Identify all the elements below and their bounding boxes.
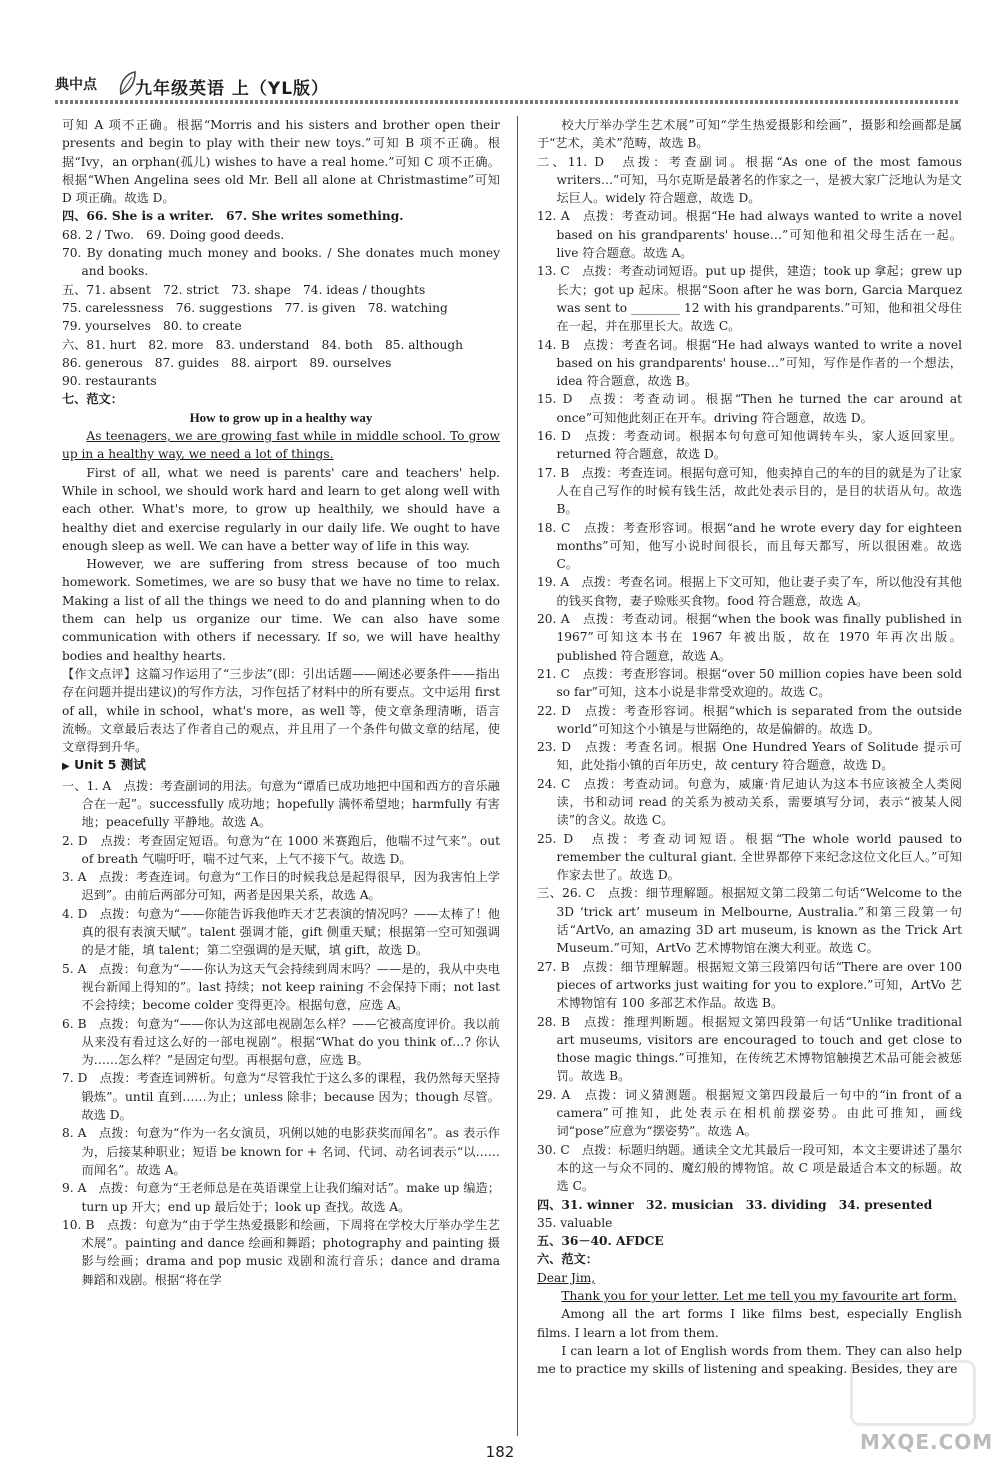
answer-line: 四、31. winner 32. musician 33. dividing 34. presented [537, 1197, 933, 1212]
page-number: 182 [485, 1443, 515, 1461]
logo: 典中点 [55, 77, 97, 93]
answer-line: 86. generous 87. guides 88. airport 89. ourselves [62, 355, 392, 370]
answer-line: 75. carelessness 76. suggestions 77. is given 78. watching [62, 300, 448, 315]
answer-text: 可知 A 项不正确。根据“Morris and his sisters and brother open their presents and begin to play with their new toys.”可知 B 项不正确。根据“Ivy，an orphan(孤儿) wishes to have a real home.”可知 C 项不正确。根据“When Angelina sees old Mr. Bell all alone at Christmastime”可知 D 项正确。故选 D。 [62, 118, 500, 206]
header-rule [55, 100, 960, 104]
answer-line: 35. valuable [537, 1215, 613, 1230]
right-column [537, 116, 962, 1378]
essay-paragraph: First of all, what we need is parents' care and teachers' help. While in school, we should work hard and learn to get along well with each other. What's more, to grow up healthily, we should have a healthy diet and exercise regularly in our daily life. We ought to have enough sleep as well. We can have a better way of life in this way. [62, 465, 500, 553]
answer-item: 5. A 点拨：句意为“——你认为这天气会持续到周末吗？——是的，我从中央电视台新闻上得知的”。last 持续；not keep raining 不会保持下雨；not last 不会持续；become colder 变得更冷。根据句意，应选 A。 [62, 961, 500, 1013]
left-column [62, 116, 500, 1289]
answer-item: 二、11. D 点拨：考查副词。根据“As one of the most famous writers…”可知，马尔克斯是最著名的作家之一，是被大家广泛地认为是文坛巨人。widely 符合题意，故选 D。 [537, 154, 962, 206]
letter-paragraph: Thank you for your letter. Let me tell you my favourite art form. [561, 1289, 957, 1303]
answer-item: 10. B 点拨：句意为“由于学生热爱摄影和绘画，下周将在学校大厅举办学生艺术展”。painting and dance 绘画和舞蹈；photography and painting 摄影与绘画；drama and pop music 戏剧和流行音乐；dance and drama 舞蹈和戏剧。根据“将在学 [62, 1217, 500, 1287]
answer-item: 17. B 点拨：考查连词。根据句意可知，他卖掉自己的车的目的就是为了让家人在自己写作的时候有钱生活，故此处表示目的，是目的状语从句。故选 B。 [537, 465, 962, 517]
essay-comment: 【作文点评】这篇习作运用了“三步法”(即：引出话题——阐述必要条件——指出存在问题并提出建议)的写作方法，习作包括了材料中的所有要点。文中运用 first of all，while in school，what's more，as well 等，使文章条理清晰，语言流畅。文章最后表达了作者自己的观点，并且用了一个条件句做文章的结尾，使文章得到升华。 [62, 666, 500, 755]
answer-item: 16. D 点拨：考查动词。根据本句句意可知他调转车头，家人返回家里。returned 符合题意，故选 D。 [537, 429, 962, 462]
answer-item: 12. A 点拨：考查动词。根据“He had always wanted to write a novel based on his grandparents' house…”可知他和祖父母生活在一起。live 符合题意。故选 A。 [537, 209, 962, 261]
letter-paragraph: Among all the art forms I like films best, especially English films. I learn a lot from them. [537, 1307, 962, 1340]
answer-item: 29. A 点拨：词义猜测题。根据短文第四段最后一句中的“in front of a camera”可推知，此处表示在相机前摆姿势。由此可推知，画线词“pose”应意为“摆姿势”。故选 A。 [537, 1087, 962, 1139]
answer-item: 25. D 点拨：考查动词短语。根据“The whole world paused to remember the cultural giant. 全世界都停下来纪念这位文化巨人。”可知作家去世了。故选 D。 [537, 831, 962, 883]
answer-item: 23. D 点拨：考查名词。根据 One Hundred Years of Solitude 提示可知，此处指小镇的百年历史，故 century 符合题意，故选 D。 [537, 740, 962, 773]
answer-item: 27. B 点拨：细节理解题。根据短文第三段第四句话“There are over 100 pieces of artworks just waiting for you to explore.”可知，ArtVo 艺术博物馆有 100 多部艺术作品。故选 B。 [537, 959, 962, 1011]
essay-intro: As teenagers, we are growing fast while in middle school. To grow up in a healthy way, we need a lot of things. [62, 429, 500, 462]
page-header [55, 70, 960, 106]
unit-heading: ▶ Unit 5 测试 [62, 757, 146, 773]
letter-salutation: Dear Jim, [537, 1270, 596, 1285]
answer-item: 18. C 点拨：考查形容词。根据“and he wrote every day for eighteen months”可知，他写小说时间很长，而且每天都写，所以很困难。故选 C。 [537, 520, 962, 572]
answer-item: 9. A 点拨：句意为“王老师总是在英语课堂上让我们编对话”。make up 编造；turn up 开大；end up 最后处于；look up 查找。故选 A。 [62, 1181, 500, 1214]
answer-line: 六、81. hurt 82. more 83. understand 84. both 85. although [62, 337, 464, 352]
essay-paragraph: However, we are suffering from stress because of too much homework. Sometimes, we are so busy that we have no time to relax. Making a list of all the things we need to do and planning when to do them can help us organize our time. We can also have some communication with others if necessary. If so, we will have healthy bodies and healthy hearts. [62, 557, 500, 663]
letter-paragraph: I can learn a lot of English words from them. They can also help me to practice my skills of listening and speaking. Besides, they are [537, 1343, 962, 1377]
answer-item: 21. C 点拨：考查形容词。根据“over 50 million copies have been sold so far”可知，这本小说是非常受欢迎的。故选 C。 [537, 666, 962, 700]
answer-item: 14. B 点拨：考查名词。根据“He had always wanted to write a novel based on his grandparents' house…”可知，写作是作者的一个想法，idea 符合题意，故选 B。 [537, 337, 962, 389]
answer-item: 3. A 点拨：考查连词。句意为“工作日的时候我总是起得很早，因为我害怕上学迟到”。由前后两部分可知，两者是因果关系，故选 A。 [62, 870, 500, 903]
answer-item: 30. C 点拨：标题归纳题。通读全文尤其最后一段可知，本文主要讲述了墨尔本的这一与众不同的、魔幻般的博物馆。故 C 项是最适合本文的标题。故选 C。 [537, 1142, 962, 1194]
answer-line: 五、71. absent 72. strict 73. shape 74. ideas / thoughts [62, 282, 426, 297]
answer-item: 22. D 点拨：考查形容词。根据“which is separated from the outside world”可知这个小镇是与世隔绝的，故是偏僻的。故选 D。 [537, 703, 962, 736]
answer-item: 三、26. C 点拨：细节理解题。根据短文第二段第二句话“Welcome to the 3D ‘trick art’ museum in Melbourne, Australia.”和第三段第一句话“ArtVo, an amazing 3D art museum, is known as the Trick Art Museum.”可知，ArtVo 艺术博物馆在澳大利亚。故选 C。 [537, 886, 962, 956]
answer-item: 一、1. A 点拨：考查副词的用法。句意为“谭盾已成功地把中国和西方的音乐融合在一起”。successfully 成功地；hopefully 满怀希望地；harmfully 有害地；peacefully 平静地。故选 A。 [62, 778, 500, 830]
answer-item: 8. A 点拨：句意为“作为一名女演员，巩俐以她的电影获奖而闻名”。as 表示作为，后接某种职业；短语 be known for + 名词、代词、动名词表示“以……而闻名”。故选 A。 [62, 1126, 500, 1177]
column-divider [517, 116, 518, 1436]
section-label: 七、范文： [62, 392, 123, 407]
answer-item: 6. B 点拨：句意为“——你认为这部电视剧怎么样？——它被高度评价。我以前从来没有看过这么好的一部电视剧”。根据“What do you think of…? 你认为……怎么样？”是固定句型。再根据句意，应选 B。 [62, 1016, 500, 1068]
answer-item: 13. C 点拨：考查动词短语。put up 提供，建造；took up 拿起；grew up 长大；got up 起床。根据“Soon after he was born, Garcia Marquez was sent to ________ 12 with his grandparents.”可知，他和祖父母住在一起，并在那里长大。故选 C。 [537, 264, 962, 334]
watermark-text: MXQE.COM [860, 1430, 994, 1454]
triangle-icon: ▶ [62, 761, 70, 773]
answer-item: 24. C 点拨：考查动词。句意为，威廉·肯尼迪认为这本书应该被全人类阅读，书和动词 read 的关系为被动关系，需要填写分词，表示“被某人阅读”的含义。故选 C。 [537, 776, 962, 828]
answer-item: 28. B 点拨：推理判断题。根据短文第四段第一句话“Unlike traditional art museums, visitors are encouraged to touch and get close to those magic things.”可推知，在传统艺术博物馆触摸艺术品可能会被惩罚。故选 B。 [537, 1014, 962, 1084]
answer-line: 68. 2 / Two. 69. Doing good deeds. [62, 227, 285, 242]
essay-title: How to grow up in a healthy way [189, 409, 373, 425]
section-label: 六、范文： [537, 1252, 598, 1267]
answer-line: 70. By donating much money and books. / She donates much money and books. [62, 246, 500, 279]
answer-line: 五、36－40. AFDCE [537, 1234, 664, 1249]
book-title: 九年级英语 上（YL版） [135, 79, 330, 99]
answer-item: 19. A 点拨：考查名词。根据上下文可知，他让妻子卖了车，所以他没有其他的钱买食物，妻子赊账买食物。food 符合题意，故选 A。 [537, 575, 962, 608]
answer-item: 4. D 点拨：句意为“——你能告诉我他昨天才艺表演的情况吗？——太棒了！他真的很有表演天赋”。talent 强调才能，gift 侧重天赋；根据第一空可知强调的是才能，填 talent；第二空强调的是天赋，填 gift，故选 D。 [62, 906, 500, 958]
answer-text: 校大厅举办学生艺术展”可知“学生热爱摄影和绘画”，摄影和绘画都是属于“艺术，美术”范畴，故选 B。 [537, 118, 962, 151]
watermark-stamp [850, 1360, 976, 1426]
answer-item: 20. A 点拨：考查动词。根据“when the book was finally published in 1967”可知这本书在 1967 年被出版，故在 1970 年再次出版。published 符合题意，故选 A。 [537, 612, 962, 663]
answer-line: 79. yourselves 80. to create [62, 319, 242, 334]
answer-line: 四、66. She is a writer. 67. She writes something. [62, 209, 404, 224]
answer-item: 7. D 点拨：考查连词辨析。句意为“尽管我忙于这么多的课程，我仍然每天坚持锻炼”。until 直到……为止；unless 除非；because 因为；though 尽管。故选 D。 [62, 1071, 500, 1123]
answer-line: 90. restaurants [62, 374, 157, 389]
answer-item: 15. D 点拨：考查动词。根据“Then he turned the car around at once”可知他此刻正在开车。driving 符合题意，故选 D。 [537, 392, 962, 425]
answer-item: 2. D 点拨：考查固定短语。句意为“在 1000 米赛跑后，他喘不过气来”。out of breath 气喘吁吁，喘不过气来，上气不接下气。故选 D。 [62, 833, 500, 866]
